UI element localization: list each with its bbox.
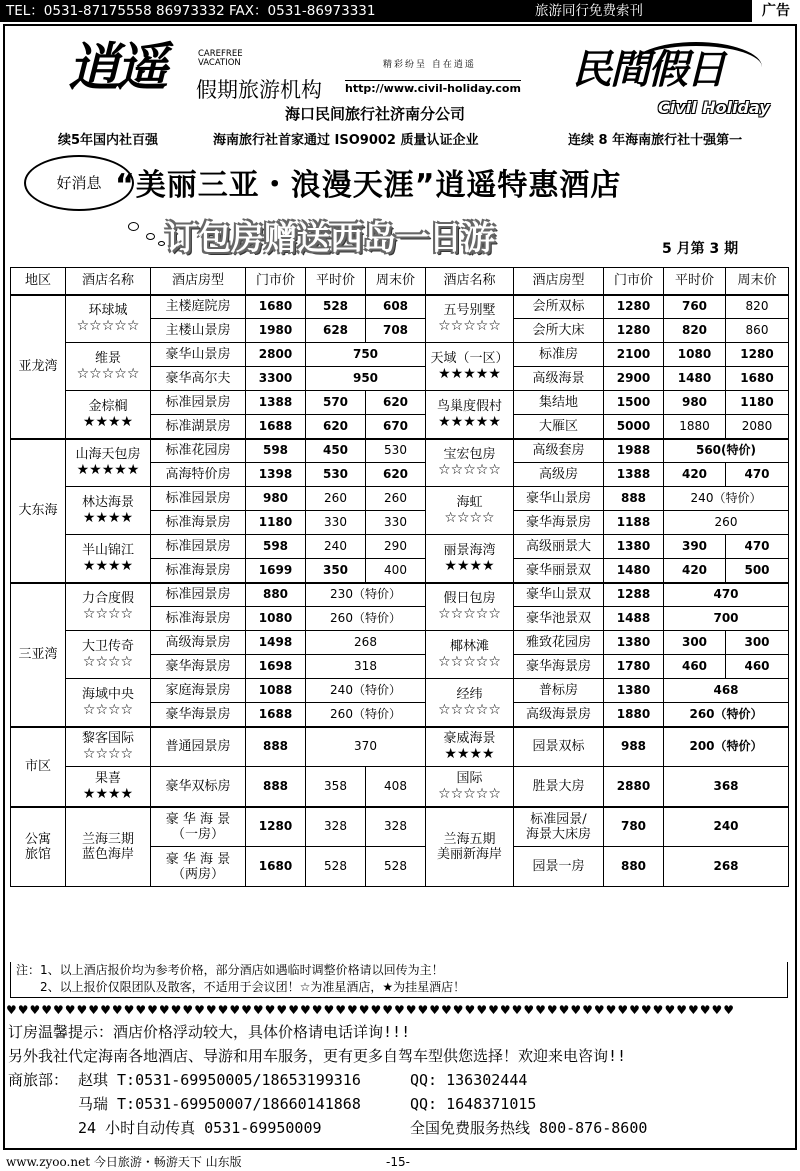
room-type-cell: 高级海景 <box>514 367 604 391</box>
room-type-cell: 会所双标 <box>514 295 604 319</box>
claim-1: 续5年国内社百强 <box>58 133 159 148</box>
service-note: 另外我社代定海南各地酒店、导游和用车服务，更有更多自驾车型供您选择！欢迎来电咨询!! <box>8 1047 627 1065</box>
price-cell: 290 <box>366 535 426 559</box>
civil-logo-cn: 民間假日 <box>572 47 724 93</box>
room-type-cell: 高级海景房 <box>151 631 246 655</box>
price-cell: 988 <box>604 727 664 767</box>
star-rating: ★★★★ <box>444 557 495 574</box>
price-cell: 1680 <box>726 367 789 391</box>
hotel-name-cell: 假日包房 ☆☆☆☆☆ <box>426 583 514 631</box>
star-rating: ☆☆☆☆ <box>82 701 134 718</box>
star-rating: ☆☆☆☆☆ <box>438 462 501 479</box>
headline: “美丽三亚・浪漫天涯”逍遥特惠酒店 <box>115 168 622 203</box>
price-cell: 820 <box>664 319 726 343</box>
star-rating: ☆☆☆☆☆ <box>76 318 140 335</box>
price-cell: 1988 <box>604 439 664 463</box>
price-cell: 980 <box>246 487 306 511</box>
room-type-cell: 高海特价房 <box>151 463 246 487</box>
price-cell: 300 <box>664 631 726 655</box>
price-cell: 528 <box>306 847 366 887</box>
contact-2[interactable]: 马瑞 T:0531-69950007/18660141868 <box>78 1095 361 1113</box>
table-row <box>11 679 789 703</box>
area-cell: 市区 <box>11 727 66 807</box>
header-cell: 门市价 <box>246 268 306 295</box>
price-cell: 328 <box>306 807 366 847</box>
booking-tip: 订房温馨提示：酒店价格浮动较大，具体价格请电话详询!!! <box>8 1023 411 1041</box>
table-row <box>11 631 789 655</box>
price-cell: 1380 <box>604 535 664 559</box>
price-cell: 1880 <box>604 703 664 727</box>
price-cell: 1180 <box>246 511 306 535</box>
price-cell: 260（特价） <box>664 703 789 727</box>
price-cell: 888 <box>246 727 306 767</box>
claim-2: 海南旅行社首家通过 ISO9002 质量认证企业 <box>213 133 479 148</box>
room-type-cell: 标准海景房 <box>151 607 246 631</box>
price-cell: 450 <box>306 439 366 463</box>
price-cell: 1480 <box>664 367 726 391</box>
civil-holiday-logo <box>572 47 770 128</box>
star-rating: ★★★★ <box>82 510 134 526</box>
brand-logo-english: CAREFREE VACATION <box>198 49 243 68</box>
room-type-cell: 标准园景房 <box>151 583 246 607</box>
room-type-cell: 豪华池景双 <box>514 607 604 631</box>
contact-2-qq[interactable]: QQ: 1648371015 <box>410 1095 537 1113</box>
price-cell: 888 <box>604 487 664 511</box>
price-cell: 368 <box>664 767 789 807</box>
price-cell: 1380 <box>604 631 664 655</box>
header-cell: 平时价 <box>664 268 726 295</box>
civil-logo-en: Civil Holiday <box>658 98 770 117</box>
price-cell: 268 <box>306 631 426 655</box>
price-cell: 980 <box>664 391 726 415</box>
price-cell: 560(特价) <box>664 439 789 463</box>
table-row <box>11 343 789 367</box>
good-news-label: 好消息 <box>56 174 102 192</box>
price-cell: 1380 <box>604 679 664 703</box>
star-rating: ☆☆☆☆☆ <box>76 366 140 382</box>
note-line-2: 2、以上报价仅限团队及散客，不适用于会议团！☆为准星酒店，★为挂星酒店！ <box>40 980 466 994</box>
price-cell: 530 <box>366 439 426 463</box>
price-cell: 260（特价） <box>306 703 426 727</box>
price-cell: 1388 <box>246 391 306 415</box>
footer-slogan: 今日旅游・畅游天下 山东版 <box>93 1155 242 1169</box>
area-cell: 公寓旅馆 <box>11 807 66 887</box>
room-type-cell: 园景一房 <box>514 847 604 887</box>
room-type-cell: 高级房 <box>514 463 604 487</box>
hotel-name-cell: 环球城 ☆☆☆☆☆ <box>66 295 151 343</box>
hotel-name-cell: 兰海五期 美丽新海岸 <box>426 807 514 887</box>
price-cell: 350 <box>306 559 366 583</box>
price-cell: 1398 <box>246 463 306 487</box>
room-type-cell: 标准园景房 <box>151 535 246 559</box>
room-type-cell: 豪华海景房 <box>514 655 604 679</box>
price-cell: 1280 <box>726 343 789 367</box>
room-type-cell: 胜景大房 <box>514 767 604 807</box>
price-cell: 820 <box>726 295 789 319</box>
room-type-cell: 豪华海景房 <box>151 655 246 679</box>
header-cell: 酒店房型 <box>151 268 246 295</box>
hotel-name-cell: 果喜 ★★★★ <box>66 767 151 807</box>
room-type-cell: 会所大床 <box>514 319 604 343</box>
room-type-cell: 普通园景房 <box>151 727 246 767</box>
price-cell: 408 <box>366 767 426 807</box>
room-type-cell: 标准园景房 <box>151 391 246 415</box>
room-type-cell: 豪 华 海 景 （一房） <box>151 807 246 847</box>
price-cell: 880 <box>246 583 306 607</box>
room-type-cell: 高级丽景大 <box>514 535 604 559</box>
header-cell: 酒店名称 <box>426 268 514 295</box>
tagline: 旅游同行免费索刊 <box>535 3 643 19</box>
price-cell: 1280 <box>604 295 664 319</box>
room-type-cell: 豪华高尔夫 <box>151 367 246 391</box>
price-cell: 1688 <box>246 415 306 439</box>
star-rating: ☆☆☆☆☆ <box>438 318 501 335</box>
price-cell: 1699 <box>246 559 306 583</box>
table-row <box>11 727 789 767</box>
price-cell: 1780 <box>604 655 664 679</box>
brand-url[interactable]: http://www.civil-holiday.com <box>345 82 521 95</box>
price-cell: 1488 <box>604 607 664 631</box>
price-cell: 470 <box>726 535 789 559</box>
room-type-cell: 标准海景房 <box>151 511 246 535</box>
price-cell: 390 <box>664 535 726 559</box>
brand-slogan: 精彩纷呈 自在逍遥 <box>383 60 476 70</box>
price-cell: 470 <box>726 463 789 487</box>
price-cell: 358 <box>306 767 366 807</box>
room-type-cell: 集结地 <box>514 391 604 415</box>
header-cell: 平时价 <box>306 268 366 295</box>
hotel-name-cell: 五号别墅 ☆☆☆☆☆ <box>426 295 514 343</box>
price-cell: 620 <box>366 463 426 487</box>
table-header <box>11 268 789 295</box>
price-cell: 888 <box>246 767 306 807</box>
room-type-cell: 高级套房 <box>514 439 604 463</box>
hotel-name-cell: 大卫传奇 ☆☆☆☆ <box>66 631 151 679</box>
price-cell: 1498 <box>246 631 306 655</box>
price-cell: 460 <box>726 655 789 679</box>
hotel-name-cell: 宝宏包房 ☆☆☆☆☆ <box>426 439 514 487</box>
hotel-name-cell: 海域中央 ☆☆☆☆ <box>66 679 151 727</box>
room-type-cell: 标准园景/ 海景大床房 <box>514 807 604 847</box>
price-cell: 528 <box>366 847 426 887</box>
price-cell: 240（特价） <box>306 679 426 703</box>
top-bar <box>0 0 800 22</box>
room-type-cell: 豪华山景房 <box>151 343 246 367</box>
price-cell: 260 <box>664 511 789 535</box>
price-cell: 260 <box>306 487 366 511</box>
hotel-name-cell: 鸟巢度假村 ★★★★★ <box>426 391 514 439</box>
price-cell: 700 <box>664 607 789 631</box>
price-cell: 620 <box>306 415 366 439</box>
table-row <box>11 807 789 847</box>
footer-site[interactable]: www.zyoo.net <box>6 1155 91 1169</box>
fax-line: 24 小时自动传真 0531-69950009 <box>78 1119 322 1137</box>
room-type-cell: 标准湖景房 <box>151 415 246 439</box>
thought-bubble-icon <box>158 241 165 246</box>
star-rating: ☆☆☆☆ <box>82 606 134 623</box>
star-rating: ★★★★★ <box>76 462 140 479</box>
star-rating: ★★★★★ <box>438 366 501 382</box>
header-cell: 周末价 <box>366 268 426 295</box>
price-cell: 2100 <box>604 343 664 367</box>
price-cell: 260 <box>366 487 426 511</box>
price-cell: 300 <box>726 631 789 655</box>
price-cell: 780 <box>604 807 664 847</box>
area-cell: 大东海 <box>11 439 66 583</box>
price-cell: 330 <box>366 511 426 535</box>
hotel-name-cell: 国际 ☆☆☆☆☆ <box>426 767 514 807</box>
brand-name: 假期旅游机构 <box>196 78 322 102</box>
price-cell: 1280 <box>604 319 664 343</box>
price-cell: 598 <box>246 535 306 559</box>
header-cell: 地区 <box>11 268 66 295</box>
hotel-name-cell: 维景 ☆☆☆☆☆ <box>66 343 151 391</box>
hotel-name-cell: 半山锦江 ★★★★ <box>66 535 151 583</box>
price-cell: 230（特价） <box>306 583 426 607</box>
thought-bubble-icon <box>128 222 139 231</box>
price-cell: 1280 <box>246 807 306 847</box>
room-type-cell: 标准花园房 <box>151 439 246 463</box>
price-cell: 1080 <box>246 607 306 631</box>
price-cell: 1188 <box>604 511 664 535</box>
area-cell: 亚龙湾 <box>11 295 66 439</box>
table-row <box>11 487 789 511</box>
price-cell: 2080 <box>726 415 789 439</box>
price-cell: 268 <box>664 847 789 887</box>
table-row <box>11 583 789 607</box>
page-footer <box>6 1153 794 1171</box>
price-cell: 468 <box>664 679 789 703</box>
branch-name: 海口民间旅行社济南分公司 <box>285 105 466 123</box>
ad-tag: 广告 <box>752 0 800 22</box>
price-cell: 200（特价） <box>664 727 789 767</box>
star-rating: ★★★★ <box>82 557 134 574</box>
price-cell: 1688 <box>246 703 306 727</box>
star-rating: ☆☆☆☆ <box>82 654 134 670</box>
price-cell: 670 <box>366 415 426 439</box>
table-notes <box>10 962 788 998</box>
table-row <box>11 767 789 807</box>
hotline[interactable]: 全国免费服务热线 800-876-8600 <box>410 1119 648 1137</box>
price-cell: 330 <box>306 511 366 535</box>
hotel-name-cell: 天域（一区） ★★★★★ <box>426 343 514 391</box>
price-cell: 1288 <box>604 583 664 607</box>
price-cell: 1880 <box>664 415 726 439</box>
star-rating: ★★★★ <box>444 746 495 763</box>
price-cell: 2900 <box>604 367 664 391</box>
price-cell: 240（特价） <box>664 487 789 511</box>
price-cell: 460 <box>664 655 726 679</box>
price-cell: 2800 <box>246 343 306 367</box>
room-type-cell: 豪 华 海 景 （两房） <box>151 847 246 887</box>
price-cell: 570 <box>306 391 366 415</box>
room-type-cell: 园景双标 <box>514 727 604 767</box>
price-cell: 530 <box>306 463 366 487</box>
contact-line: TEL：0531-87175558 86973332 FAX：0531-86973331 <box>6 3 376 19</box>
star-rating: ★★★★★ <box>438 413 501 430</box>
price-cell: 260（特价） <box>306 607 426 631</box>
price-cell: 420 <box>664 559 726 583</box>
price-cell: 750 <box>306 343 426 367</box>
table-row <box>11 295 789 319</box>
hotel-name-cell: 兰海三期 蓝色海岸 <box>66 807 151 887</box>
table-row <box>11 439 789 463</box>
price-cell: 328 <box>366 807 426 847</box>
price-cell: 1480 <box>604 559 664 583</box>
hearts-divider: ♥♥♥♥♥♥♥♥♥♥♥♥♥♥♥♥♥♥♥♥♥♥♥♥♥♥♥♥♥♥♥♥♥♥♥♥♥♥♥♥♥♥♥♥♥♥♥♥♥♥♥♥♥♥♥♥♥♥♥♥♥♥ <box>6 1003 735 1017</box>
star-rating: ☆☆☆☆☆ <box>438 606 501 623</box>
claim-3: 连续 8 年海南旅行社十强第一 <box>568 133 743 148</box>
hotel-name-cell: 山海天包房 ★★★★★ <box>66 439 151 487</box>
room-type-cell: 豪华山景双 <box>514 583 604 607</box>
header-cell: 酒店房型 <box>514 268 604 295</box>
header-cell: 酒店名称 <box>66 268 151 295</box>
star-rating: ☆☆☆☆ <box>444 510 495 526</box>
price-cell: 760 <box>664 295 726 319</box>
price-cell: 1388 <box>604 463 664 487</box>
price-cell: 1698 <box>246 655 306 679</box>
star-rating: ☆☆☆☆☆ <box>438 701 501 718</box>
promo-title: 订包房赠送西岛一日游 <box>165 218 495 257</box>
room-type-cell: 豪华海景房 <box>514 511 604 535</box>
hotel-name-cell: 椰林滩 ☆☆☆☆☆ <box>426 631 514 679</box>
hotel-name-cell: 丽景海湾 ★★★★ <box>426 535 514 583</box>
hotel-price-table <box>10 267 789 887</box>
price-cell: 860 <box>726 319 789 343</box>
room-type-cell: 豪华海景房 <box>151 703 246 727</box>
star-rating: ☆☆☆☆ <box>82 746 134 763</box>
star-rating: ☆☆☆☆☆ <box>438 654 501 670</box>
brand-logo: 逍遥 <box>68 37 165 98</box>
price-cell: 420 <box>664 463 726 487</box>
room-type-cell: 豪华双标房 <box>151 767 246 807</box>
room-type-cell: 大雁区 <box>514 415 604 439</box>
room-type-cell: 高级海景房 <box>514 703 604 727</box>
star-rating: ☆☆☆☆☆ <box>438 785 501 802</box>
price-cell: 1080 <box>664 343 726 367</box>
price-cell: 470 <box>664 583 789 607</box>
room-type-cell: 豪华山景房 <box>514 487 604 511</box>
price-cell: 5000 <box>604 415 664 439</box>
room-type-cell: 雅致花园房 <box>514 631 604 655</box>
page-number: -15- <box>386 1155 410 1169</box>
hotel-name-cell: 黎客国际 ☆☆☆☆ <box>66 727 151 767</box>
room-type-cell: 标准园景房 <box>151 487 246 511</box>
hotel-name-cell: 豪威海景 ★★★★ <box>426 727 514 767</box>
hotel-name-cell: 林达海景 ★★★★ <box>66 487 151 535</box>
table-row <box>11 391 789 415</box>
star-rating: ★★★★ <box>82 413 134 430</box>
price-cell: 1088 <box>246 679 306 703</box>
hotel-name-cell: 金棕榈 ★★★★ <box>66 391 151 439</box>
area-cell: 三亚湾 <box>11 583 66 727</box>
room-type-cell: 标准房 <box>514 343 604 367</box>
header-cell: 门市价 <box>604 268 664 295</box>
price-cell: 950 <box>306 367 426 391</box>
hotel-name-cell: 力合度假 ☆☆☆☆ <box>66 583 151 631</box>
price-cell: 528 <box>306 295 366 319</box>
room-type-cell: 主楼庭院房 <box>151 295 246 319</box>
note-line-1: 注：1、以上酒店报价均为参考价格，部分酒店如遇临时调整价格请以回传为主！ <box>16 963 444 977</box>
price-cell: 3300 <box>246 367 306 391</box>
table-row <box>11 535 789 559</box>
contact-1-qq[interactable]: QQ: 136302444 <box>410 1071 528 1089</box>
contact-1[interactable]: 赵琪 T:0531-69950005/18653199316 <box>78 1071 361 1089</box>
issue-label: 5 月第 3 期 <box>662 241 739 257</box>
hotel-name-cell: 经纬 ☆☆☆☆☆ <box>426 679 514 727</box>
price-cell: 598 <box>246 439 306 463</box>
price-cell: 370 <box>306 727 426 767</box>
price-cell: 708 <box>366 319 426 343</box>
star-rating: ★★★★ <box>82 785 134 802</box>
price-cell: 628 <box>306 319 366 343</box>
price-cell: 1680 <box>246 295 306 319</box>
header-cell: 周末价 <box>726 268 789 295</box>
thought-bubble-icon <box>146 233 155 240</box>
room-type-cell: 主楼山景房 <box>151 319 246 343</box>
room-type-cell: 普标房 <box>514 679 604 703</box>
price-cell: 608 <box>366 295 426 319</box>
price-cell: 1180 <box>726 391 789 415</box>
price-cell: 1680 <box>246 847 306 887</box>
price-cell: 620 <box>366 391 426 415</box>
room-type-cell: 家庭海景房 <box>151 679 246 703</box>
price-cell: 1980 <box>246 319 306 343</box>
price-cell: 880 <box>604 847 664 887</box>
hotel-name-cell: 海虹 ☆☆☆☆ <box>426 487 514 535</box>
price-cell: 240 <box>664 807 789 847</box>
price-cell: 318 <box>306 655 426 679</box>
price-cell: 240 <box>306 535 366 559</box>
price-cell: 500 <box>726 559 789 583</box>
room-type-cell: 标准海景房 <box>151 559 246 583</box>
room-type-cell: 豪华丽景双 <box>514 559 604 583</box>
dept-label: 商旅部： <box>8 1071 69 1089</box>
price-cell: 400 <box>366 559 426 583</box>
price-cell: 1500 <box>604 391 664 415</box>
price-cell: 2880 <box>604 767 664 807</box>
